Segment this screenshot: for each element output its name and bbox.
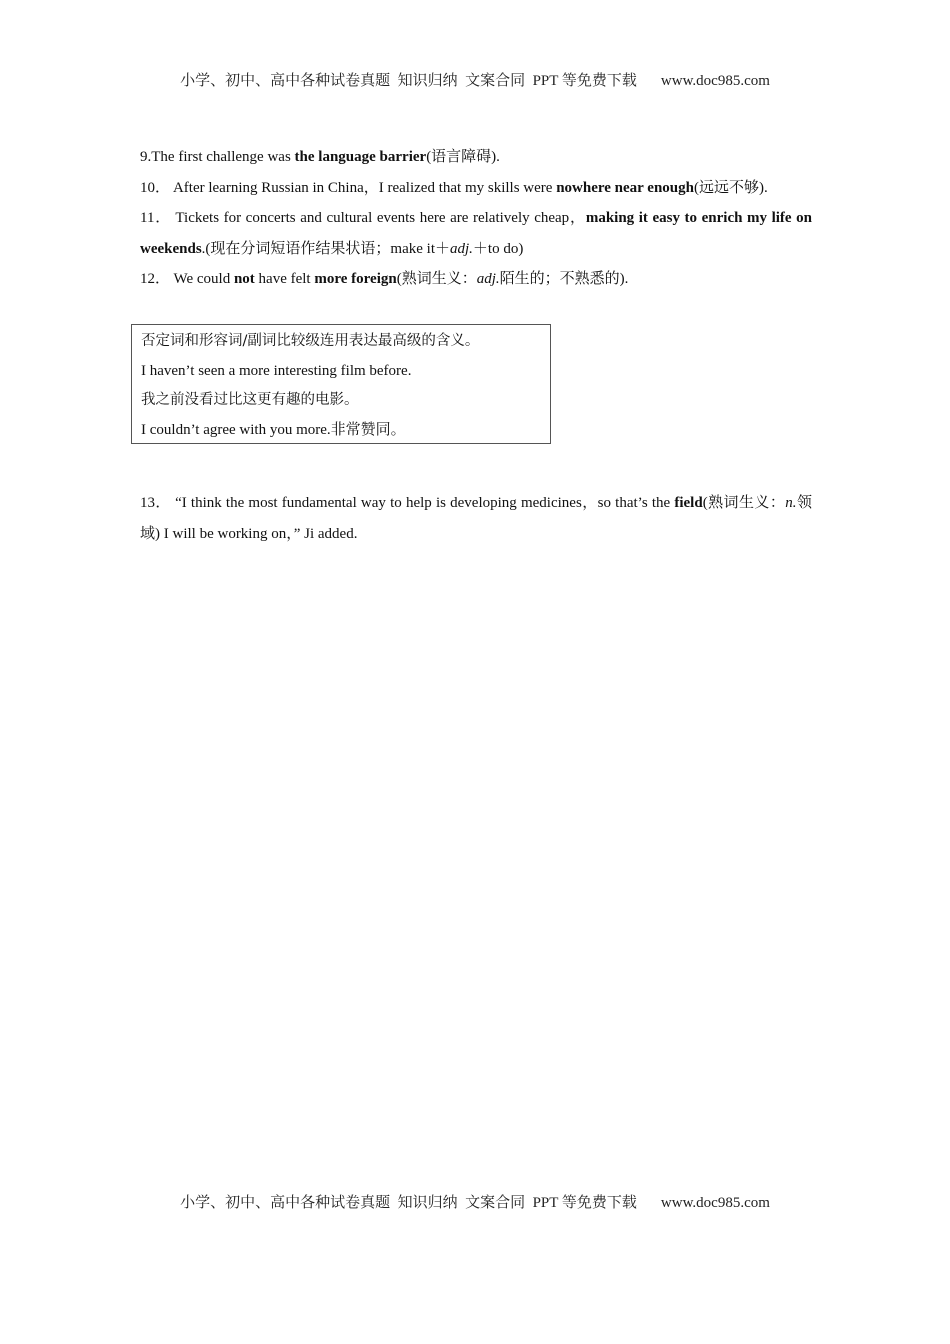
grammar-note-box <box>131 324 551 444</box>
pos-abbrev: adj. <box>476 271 500 287</box>
page-header <box>0 69 950 90</box>
key-phrase: the language barrier <box>294 149 427 165</box>
page-footer <box>0 1191 950 1212</box>
item-10 <box>140 173 812 204</box>
item-11 <box>140 203 812 264</box>
footer-site-link[interactable]: www.doc985.com <box>660 1195 770 1211</box>
item-gloss: .(现在分词短语作结果状语；make it＋ <box>201 240 450 257</box>
item-12 <box>140 264 812 295</box>
item-text: “I think the most fundamental way to help is developing medicines，so that’s the <box>175 495 675 511</box>
document-body <box>140 142 812 295</box>
item-9 <box>140 142 812 173</box>
key-phrase: more foreign <box>314 271 397 287</box>
item-number: 11． <box>140 210 172 226</box>
note-line-rule: 否定词和形容词/副词比较级连用表达最高级的含义。 <box>141 333 480 349</box>
item-gloss: (熟词生义： <box>396 271 477 287</box>
item-text: We could <box>173 271 234 287</box>
item-text: After learning Russian in China，I realized that my skills were <box>172 179 557 196</box>
item-gloss: (熟词生义： <box>702 495 786 511</box>
item-gloss: (语言障碍). <box>426 149 500 165</box>
footer-text: 小学、初中、高中各种试卷真题 知识归纳 文案合同 PPT 等免费下载 <box>180 1195 637 1211</box>
item-number: 10． <box>140 179 171 196</box>
header-site-link[interactable]: www.doc985.com <box>660 73 770 89</box>
item-gloss-end: 领域) I will be working on，” Ji added. <box>140 495 812 542</box>
note-line-example-cn: 我之前没看过比这更有趣的电影。 <box>141 392 359 408</box>
item-13 <box>140 488 812 549</box>
key-word: not <box>233 271 255 287</box>
item-number: 12． <box>140 271 171 287</box>
key-phrase: making it easy to enrich my life on weekends <box>140 210 812 257</box>
pos-abbrev: adj. <box>450 240 473 257</box>
item-gloss-end: ＋to do) <box>472 240 524 257</box>
item-text: Tickets for concerts and cultural events here are relatively cheap， <box>175 210 586 226</box>
header-text: 小学、初中、高中各种试卷真题 知识归纳 文案合同 PPT 等免费下载 <box>180 73 637 89</box>
note-line-example-en: I haven’t seen a more interesting film before. <box>141 362 412 379</box>
item-number: 13． <box>140 495 171 511</box>
key-phrase: nowhere near enough <box>556 179 694 196</box>
item-gloss: (远远不够). <box>693 179 768 196</box>
pos-abbrev: n. <box>785 495 797 511</box>
item-text: The first challenge was <box>151 149 295 165</box>
item-text-mid: have felt <box>254 271 315 287</box>
item-gloss-end: 陌生的；不熟悉的). <box>499 271 629 287</box>
note-line-example-2: I couldn’t agree with you more.非常赞同。 <box>141 421 406 438</box>
key-word: field <box>674 495 703 511</box>
item-number: 9. <box>140 149 152 165</box>
